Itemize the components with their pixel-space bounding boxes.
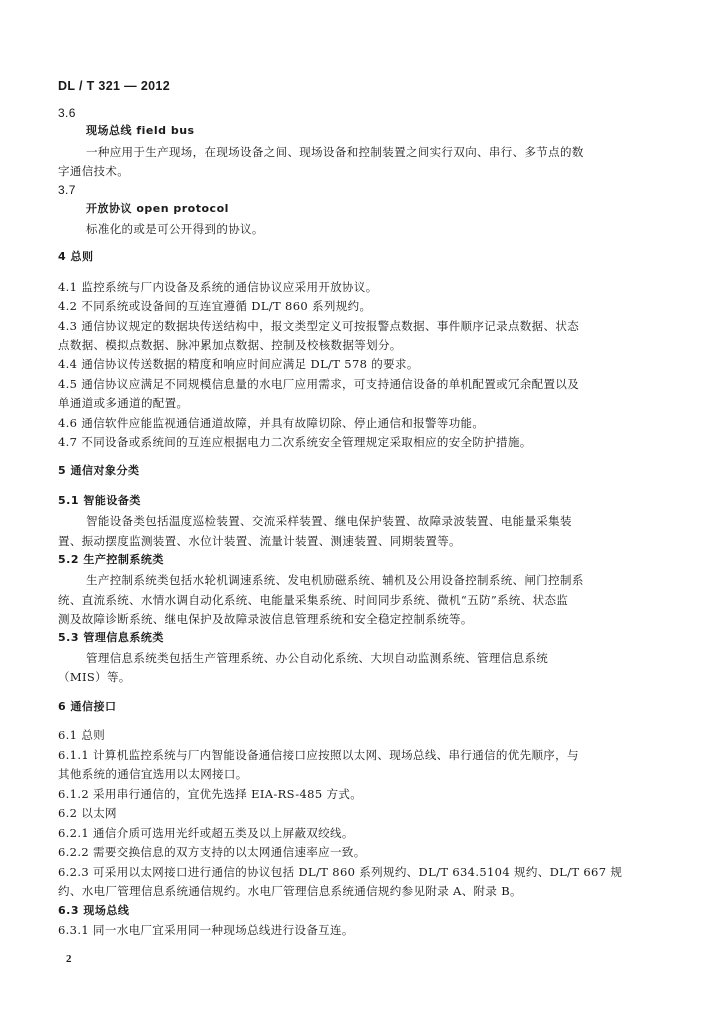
clause-text: 点数据、模拟点数据、脉冲累加点数据、控制及校核数据等划分。 [58, 338, 402, 352]
term-heading: 开放协议 open protocol [86, 202, 229, 215]
clause-text: 6.2.1 通信介质可选用光纤或超五类及以上屏蔽双绞线。 [58, 826, 354, 840]
body-text: 一种应用于生产现场，在现场设备之间、现场设备和控制装置之间实行双向、串行、多节点的数 [86, 145, 584, 159]
clause-text: 约、水电厂管理信息系统通信规约。水电厂管理信息系统通信规约参见附录 A、附录 B。 [58, 884, 522, 898]
section-heading: 5 通信对象分类 [58, 464, 140, 477]
section-heading: 4 总则 [58, 250, 94, 263]
body-text: 标准化的或是可公开得到的协议。 [86, 222, 264, 236]
subsection-heading: 5.1 智能设备类 [58, 494, 141, 507]
body-text: 管理信息系统类包括生产管理系统、办公自动化系统、大坝自动监测系统、管理信息系统 [86, 651, 549, 665]
subsection-heading: 6.3 现场总线 [58, 904, 130, 917]
body-text: 测及故障诊断系统、继电保护及故障录波信息管理系统和安全稳定控制系统等。 [58, 612, 473, 626]
clause-text: 6.3.1 同一水电厂宜采用同一种现场总线进行设备互连。 [58, 923, 354, 937]
body-text: 生产控制系统类包括水轮机调速系统、发电机励磁系统、辅机及公用设备控制系统、闸门控制系 [86, 573, 584, 587]
body-text: 智能设备类包括温度巡检装置、交流采样装置、继电保护装置、故障录波装置、电能量采集装 [86, 514, 572, 528]
subsection-heading: 5.2 生产控制系统类 [58, 553, 164, 566]
clause-text: 4.5 通信协议应满足不同规模信息量的水电厂应用需求，可支持通信设备的单机配置或冗余配置以及 [58, 377, 580, 391]
clause-text: 6.2.2 需要交换信息的双方支持的以太网通信速率应一致。 [58, 845, 366, 859]
clause-text: 其他系统的通信宜选用以太网接口。 [58, 767, 248, 781]
body-text: 字通信技术。 [58, 164, 130, 178]
subsection-heading: 6.2 以太网 [58, 806, 117, 820]
body-text: （MIS）等。 [58, 670, 131, 684]
clause-text: 4.2 不同系统或设备间的互连宜遵循 DL/T 860 系列规约。 [58, 299, 372, 313]
clause-text: 6.1.1 计算机监控系统与厂内智能设备通信接口应按照以太网、现场总线、串行通信的优先顺序，与 [58, 748, 579, 762]
clause-number: 3.6 [58, 106, 76, 120]
page-number: 2 [66, 953, 72, 965]
clause-text: 4.4 通信协议传送数据的精度和响应时间应满足 DL/T 578 的要求。 [58, 357, 419, 371]
section-heading: 6 通信接口 [58, 700, 117, 713]
clause-number: 3.7 [58, 183, 76, 197]
clause-text: 4.1 监控系统与厂内设备及系统的通信协议应采用开放协议。 [58, 280, 378, 294]
running-header: DL / T 321 — 2012 [58, 79, 171, 93]
clause-text: 4.6 通信软件应能监视通信通道故障，并具有故障切除、停止通信和报警等功能。 [58, 416, 485, 430]
clause-text: 4.7 不同设备或系统间的互连应根据电力二次系统安全管理规定采取相应的安全防护措施。 [58, 435, 532, 449]
term-heading: 现场总线 field bus [86, 124, 195, 137]
body-text: 统、直流系统、水情水调自动化系统、电能量采集系统、时间同步系统、微机“五防”系统、状态监 [58, 593, 569, 607]
clause-text: 6.1.2 采用串行通信的，宜优先选择 EIA-RS-485 方式。 [58, 787, 363, 801]
body-text: 置、振动摆度监测装置、水位计装置、流量计装置、测速装置、同期装置等。 [58, 534, 461, 548]
clause-text: 单通道或多通道的配置。 [58, 396, 189, 410]
subsection-heading: 6.1 总则 [58, 728, 106, 742]
subsection-heading: 5.3 管理信息系统类 [58, 631, 164, 644]
clause-text: 6.2.3 可采用以太网接口进行通信的协议包括 DL/T 860 系列规约、DL/T 634.5104 规约、DL/T 667 规 [58, 865, 623, 879]
clause-text: 4.3 通信协议规定的数据块传送结构中，报文类型定义可按报警点数据、事件顺序记录点数据、状态 [58, 319, 580, 333]
